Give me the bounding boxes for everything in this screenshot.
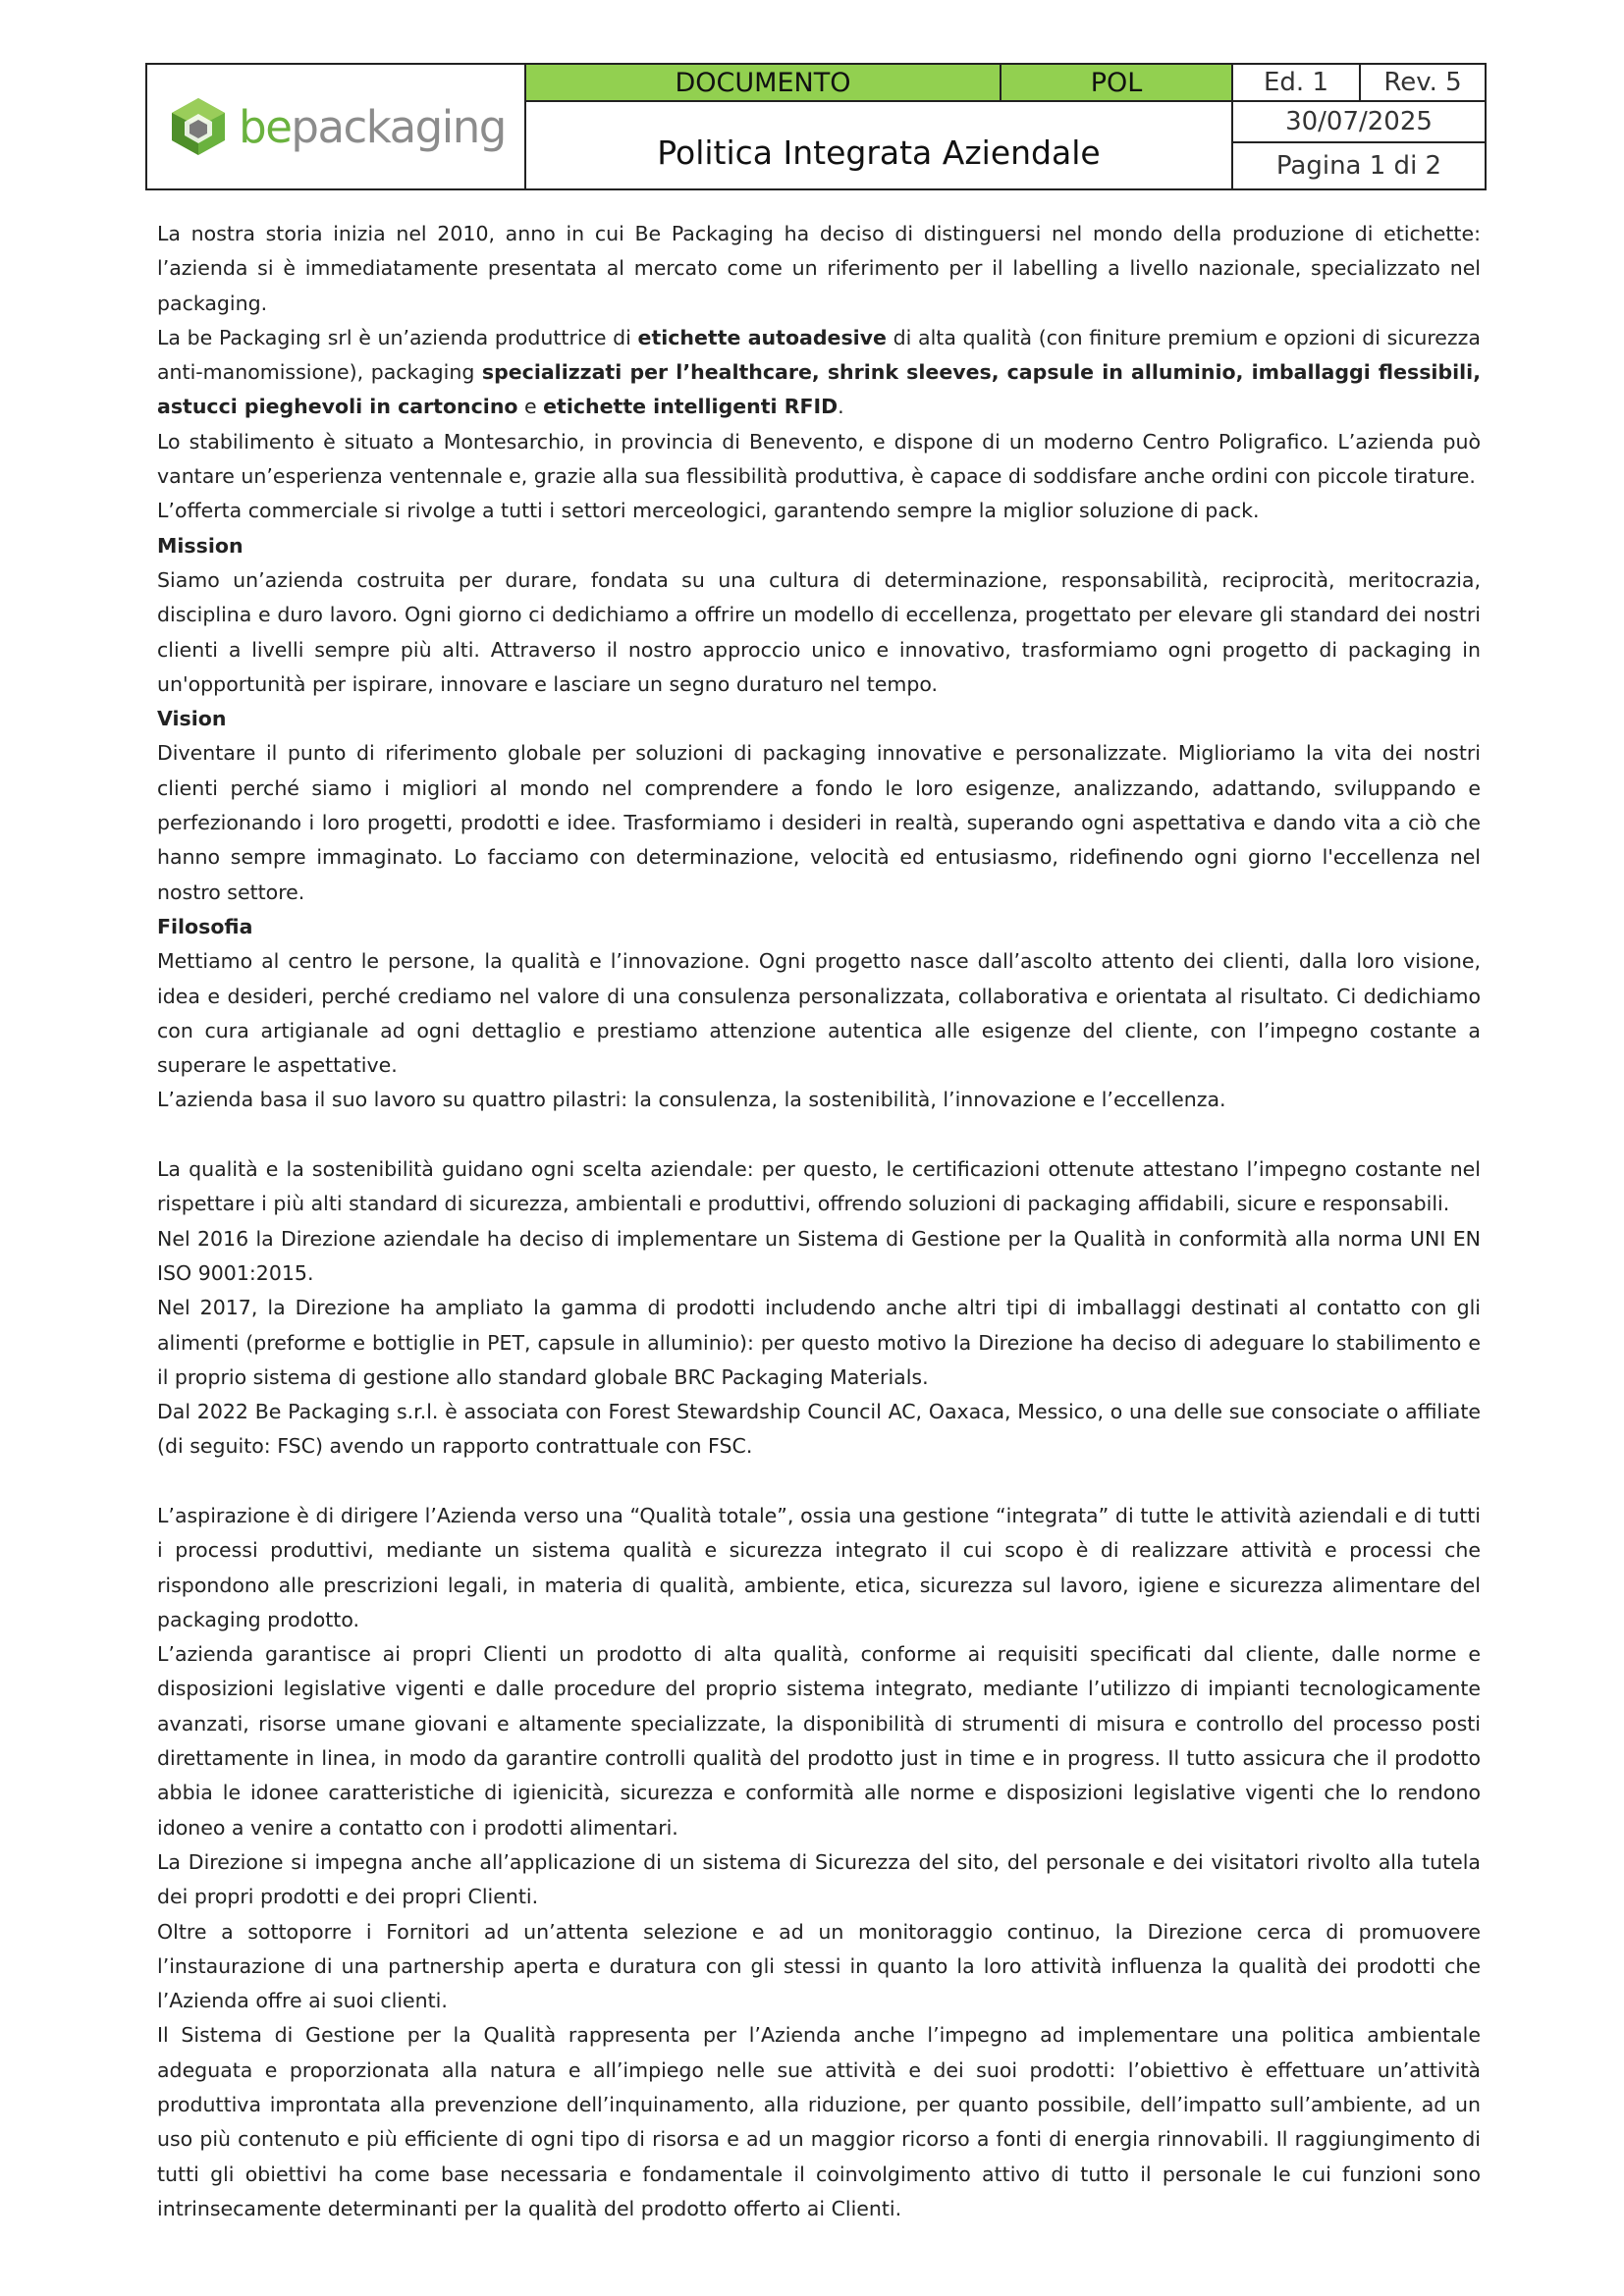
vision-heading: Vision: [157, 707, 227, 731]
certifications-paragraph-3: Nel 2017, la Direzione ha ampliato la gamma di prodotti includendo anche altri tipi di imballaggi destinati al contatto con gli alimenti (preforme e bottiglie in PET, capsule in alluminio): per questo motivo la Direzione ha deciso di adeguare lo stabilimento e il proprio sistema di gestione allo standard globale BRC Packaging Materials.: [157, 1296, 1481, 1389]
policy-paragraph-1: L’aspirazione è di dirigere l’Azienda verso una “Qualità totale”, ossia una gestione “integrata” di tutte le attività aziendali e di tutti i processi produttivi, mediante un sistema qualità e sicurezza integrato il cui scopo è di realizzare attività e processi che rispondono alle prescrizioni legali, in materia di qualità, ambiente, etica, sicurezza sul lavoro, igiene e sicurezza alimentare del packaging prodotto.: [157, 1503, 1481, 1631]
policy-paragraph-2: L’azienda garantisce ai propri Clienti un prodotto di alta qualità, conforme ai requisiti specificati dal cliente, dalle norme e disposizioni legislative vigenti e dalle procedure del proprio sistema integrato, mediante l’utilizzo di impianti tecnologicamente avanzati, risorse umane giovani e altamente specializzate, la disponibilità di strumenti di misura e controllo del processo posti direttamente in linea, in modo da garantire controlli qualità del prodotto just in time e in progress. Il tutto assicura che il prodotto abbia le idonee caratteristiche di igienicità, sicurezza e conformità alle norme e disposizioni legislative vigenti che lo rendono idoneo a venire a contatto con i prodotti alimentari.: [157, 1642, 1481, 1840]
intro-paragraph-2: La be Packaging srl è un’azienda produttrice di etichette autoadesive di alta qualità (con finiture premium e opzioni di sicurezza anti-manomissione), packaging specializzati per l’healthcare, shrink sleeves, capsule in alluminio, imballaggi flessibili, astucci pieghevoli in cartoncino e etichette intelligenti RFID.: [157, 325, 1481, 419]
policy-paragraph-4: Oltre a sottoporre i Fornitori ad un’attenta selezione e ad un monitoraggio continuo, la Direzione cerca di promuovere l’instaurazione di una partnership aperta e duratura con gli stessi in quanto la loro attività influenza la qualità dei prodotti che l’Azienda offre ai suoi clienti.: [157, 1919, 1481, 2013]
company-logo: [166, 96, 506, 157]
pillars-text: L’azienda basa il suo lavoro su quattro pilastri: la consulenza, la sostenibilità, l’innovazione e l’eccellenza.: [157, 1088, 1226, 1112]
certifications-paragraph-4: Dal 2022 Be Packaging s.r.l. è associata con Forest Stewardship Council AC, Oaxaca, Messico, o una delle sue consociate o affiliate (di seguito: FSC) avendo un rapporto contrattuale con FSC.: [157, 1400, 1481, 1459]
policy-paragraph-5: Il Sistema di Gestione per la Qualità rappresenta per l’Azienda anche l’impegno ad implementare una politica ambientale adeguata e proporzionata alla natura e all’impiego nelle sue attività e dei suoi prodotti: l’obiettivo è effettuare un’attività produttiva improntata alla prevenzione dell’inquinamento, alla riduzione, per quanto possibile, dell’impatto sull’ambiente, ad un uso più contenuto e più efficiente di ogni tipo di risorsa e ad un maggior ricorso a fonti di energia rinnovabili. Il raggiungimento di tutti gli obiettivi ha come base necessaria e fondamentale il coinvolgimento attivo di tutto il personale le cui funzioni sono intrinsecamente determinanti per la qualità del prodotto offerto ai Clienti.: [157, 2023, 1481, 2220]
logo-cell: [147, 65, 526, 188]
philosophy-text: Mettiamo al centro le persone, la qualità e l’innovazione. Ogni progetto nasce dall’ascolto attento dei clienti, dalla loro visione, idea e desideri, perché crediamo nel valore di una consulenza personalizzata, collaborativa e orientata al risultato. Ci dedichiamo con cura artigianale ad ogni dettaglio e prestiamo attenzione autentica alle esigenze del cliente, con l’impegno costante a superare le aspettative.: [157, 949, 1481, 1078]
intro-paragraph-4: L’offerta commerciale si rivolge a tutti i settori merceologici, garantendo sempre la miglior soluzione di pack.: [157, 499, 1260, 523]
document-code: POL: [1001, 65, 1233, 102]
mission-text: Siamo un’azienda costruita per durare, fondata su una cultura di determinazione, responsabilità, reciprocità, meritocrazia, disciplina e duro lavoro. Ogni giorno ci dedichiamo a offrire un modello di eccellenza, progettato per elevare gli standard dei nostri clienti a livelli sempre più alti. Attraverso il nostro approccio unico e innovativo, trasformiamo ogni progetto di packaging in un'opportunità per ispirare, innovare e lasciare un segno duraturo nel tempo.: [157, 567, 1481, 696]
spacer: [157, 1118, 1481, 1152]
mission-heading: Mission: [157, 533, 244, 558]
certifications-paragraph-2: Nel 2016 la Direzione aziendale ha deciso di implementare un Sistema di Gestione per la Qualità in conformità alla norma UNI EN ISO 9001:2015.: [157, 1226, 1481, 1285]
spacer: [157, 1465, 1481, 1499]
logo-wordmark: bepackaging: [239, 100, 506, 153]
page-number: Pagina 1 di 2: [1275, 151, 1442, 181]
edition: Ed. 1: [1233, 65, 1361, 102]
intro-paragraph-1: La nostra storia inizia nel 2010, anno in cui Be Packaging ha deciso di distinguersi nel mondo della produzione di etichette: l’azienda si è immediatamente presentata al mercato come un riferimento per il labelling a livello nazionale, specializzato nel packaging.: [157, 222, 1481, 315]
document-title: Politica Integrata Aziendale: [526, 102, 1233, 188]
revision: Rev. 5: [1361, 65, 1485, 102]
philosophy-heading: Filosofia: [157, 914, 253, 938]
policy-paragraph-3: La Direzione si impegna anche all’applicazione di un sistema di Sicurezza del sito, del personale e dei visitatori rivolto alla tutela dei propri prodotti e dei propri Clienti.: [157, 1849, 1481, 1909]
document-date: 30/07/2025: [1233, 102, 1485, 143]
intro-paragraph-3: Lo stabilimento è situato a Montesarchio, in provincia di Benevento, e dispone di un moderno Centro Poligrafico. L’azienda può vantare un’esperienza ventennale e, grazie alla sua flessibilità produttiva, è capace di soddisfare anche ordini con piccole tirature.: [157, 429, 1481, 489]
document-body: [157, 217, 1481, 2226]
certifications-paragraph-1: La qualità e la sostenibilità guidano ogni scelta aziendale: per questo, le certificazioni ottenute attestano l’impegno costante nel rispettare i più alti standard di sicurezza, ambientali e produttivi, offrendo soluzioni di packaging affidabili, sicure e responsabili.: [157, 1157, 1481, 1216]
logo-mark-icon: [166, 96, 231, 157]
vision-text: Diventare il punto di riferimento globale per soluzioni di packaging innovative e personalizzate. Miglioriamo la vita dei nostri clienti perché siamo i migliori al mondo nel comprendere a fondo le loro esigenze, analizzando, adattando, sviluppando e perfezionando i loro progetti, prodotti e idee. Trasformiamo i desideri in realtà, superando ogni aspettativa e dando vita a ciò che hanno sempre immaginato. Lo facciamo con determinazione, velocità ed entusiasmo, ridefinendo ogni giorno l'eccellenza nel nostro settore.: [157, 741, 1481, 904]
document-label: DOCUMENTO: [526, 65, 1001, 102]
document-header: [145, 63, 1487, 190]
